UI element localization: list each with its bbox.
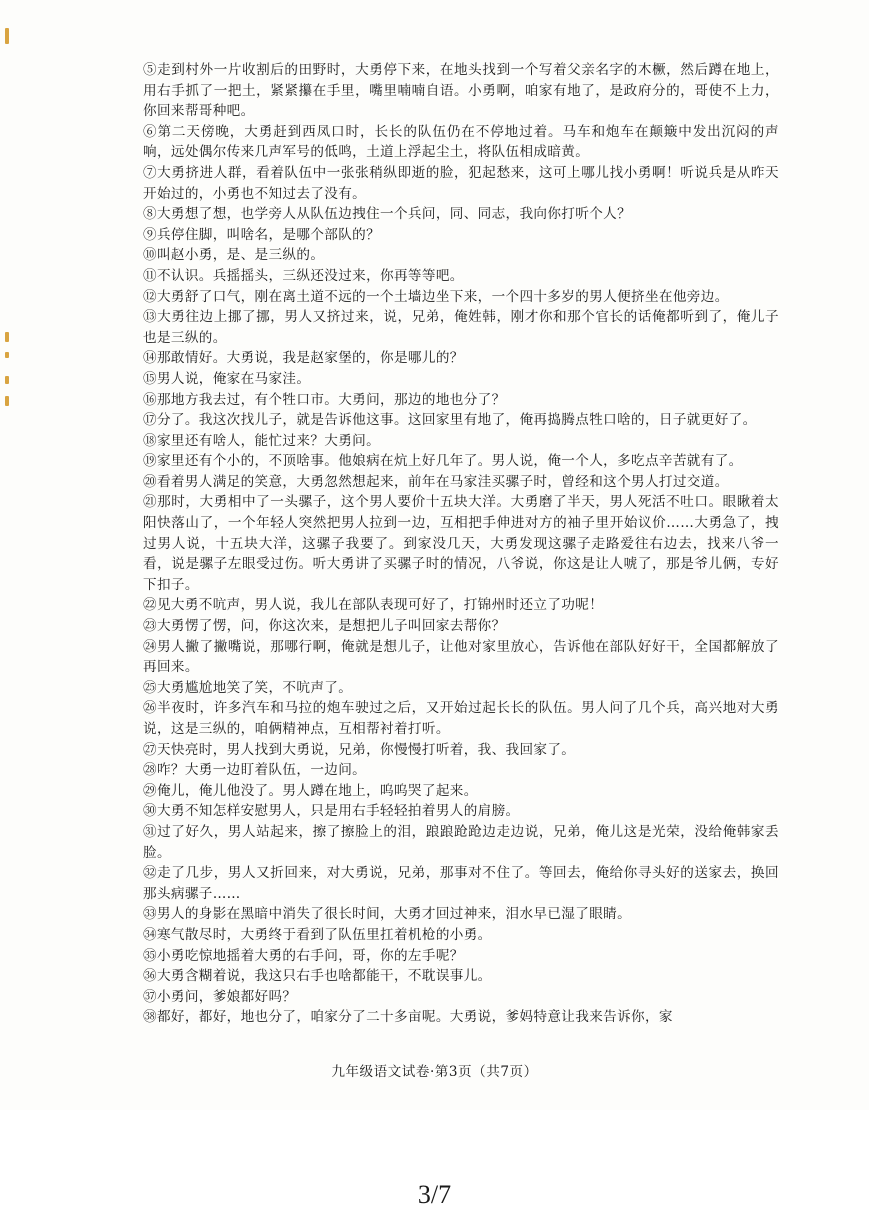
paragraph-36: ㊱大勇含糊着说，我这只右手也啥都能干，不耽误事儿。 [143, 968, 492, 985]
paragraph-22: ㉒见大勇不吭声，男人说，我儿在部队表现可好了，打锦州时还立了功呢！ [143, 597, 604, 614]
paragraph-11: ⑪不认识。兵摇摇头，三纵还没过来，你再等等吧。 [143, 267, 464, 284]
page-number: 3/7 [417, 1180, 452, 1209]
paragraph-17: ⑰分了。我这次找儿子，就是告诉他这事。这回家里有地了，俺再捣腾点牲口啥的，日子就更好了。 [143, 412, 757, 429]
paragraph-29: ㉙俺儿，俺儿他没了。男人蹲在地上，呜呜哭了起来。 [143, 782, 478, 799]
paragraph-34: ㉞寒气散尽时，大勇终于看到了队伍里扛着机枪的小勇。 [143, 926, 492, 943]
paragraph-35: ㉟小勇吃惊地摇着大勇的右手问，哥，你的左手呢？ [143, 947, 464, 964]
paragraph-5: ⑤走到村外一片收割后的田野时，大勇停下来，在地头找到一个写着父亲名字的木橛，然后蹲在地上，用右手抓了一把土，紧紧攥在手里，嘴里喃喃自语。小勇啊，咱家有地了，是政府分的，哥使不上力，你回来帮哥种吧。 [143, 62, 779, 120]
paragraph-24: ㉔男人撇了撇嘴说，那哪行啊，俺就是想儿子，让他对家里放心，告诉他在部队好好干，全国都解放了再回来。 [143, 638, 779, 676]
paragraph-37: ㊲小勇问，爹娘都好吗？ [143, 988, 297, 1005]
paragraph-20: ⑳看着男人满足的笑意，大勇忽然想起来，前年在马家洼买骡子时，曾经和这个男人打过交道。 [143, 473, 729, 490]
paragraph-8: ⑧大勇想了想，也学旁人从队伍边拽住一个兵问，同、同志，我向你打听个人？ [143, 206, 632, 223]
paragraph-32: ㉜走了几步，男人又折回来，对大勇说，兄弟，那事对不住了。等回去，俺给你寻头好的送家去，换回那头病骡子…… [143, 865, 779, 902]
paragraph-21: ㉑那时，大勇相中了一头骡子，这个男人要价十五块大洋。大勇磨了半天，男人死活不吐口。眼瞅着太阳快落山了，一个年轻人突然把男人拉到一边，互相把手伸进对方的袖子里开始议价……大勇急了，拽过男人说，十五块大洋，这骡子我要了。到家没几天，大勇发现这骡子走路爱往右边去，找来八爷一看，说是骡子左眼受过伤。听大勇讲了买骡子时的情况，八爷说，你这是让人唬了，那是爷儿俩，专好下扣子。 [143, 494, 779, 593]
paragraph-30: ㉚大勇不知怎样安慰男人，只是用右手轻轻拍着男人的肩膀。 [143, 803, 520, 820]
paragraph-31: ㉛过了好久，男人站起来，擦了擦脸上的泪，踉踉跄跄边走边说，兄弟，俺儿这是光荣，没给俺韩家丢脸。 [143, 823, 779, 861]
paragraph-15: ⑮男人说，俺家在马家洼。 [143, 370, 311, 387]
paragraph-7: ⑦大勇挤进人群，看着队伍中一张张稍纵即逝的脸，犯起愁来，这可上哪儿找小勇啊！听说兵是从昨天开始过的，小勇也不知过去了没有。 [143, 164, 779, 202]
paragraph-28: ㉘咋？大勇一边盯着队伍，一边问。 [143, 762, 367, 779]
paragraph-26: ㉖半夜时，许多汽车和马拉的炮车驶过之后，又开始过起长长的队伍。男人问了几个兵，高兴地对大勇说，这是三纵的，咱俩精神点，互相帮衬着打听。 [143, 700, 779, 737]
page-footer: 九年级语文试卷·第3页（共7页） [331, 1064, 538, 1080]
binding-margin-marks [2, 0, 16, 1110]
paragraph-10: ⑩叫赵小勇，是、是三纵的。 [143, 247, 325, 264]
paragraph-19: ⑲家里还有个小的，不顶啥事。他娘病在炕上好几年了。男人说，俺一个人，多吃点辛苦就有了。 [143, 453, 743, 470]
reading-passage [143, 60, 779, 1028]
paragraph-6: ⑥第二天傍晚，大勇赶到西凤口时，长长的队伍仍在不停地过着。马车和炮车在颠簸中发出沉闷的声响，远处偶尔传来几声军号的低鸣，土道上浮起尘土，将队伍相成暗黄。 [143, 123, 779, 161]
paragraph-16: ⑯那地方我去过，有个牲口市。大勇问，那边的地也分了？ [143, 391, 506, 408]
paragraph-27: ㉗天快亮时，男人找到大勇说，兄弟，你慢慢打听着，我、我回家了。 [143, 741, 576, 758]
paragraph-38: ㊳都好，都好，地也分了，咱家分了二十多亩呢。大勇说，爹妈特意让我来告诉你，家 [143, 1009, 673, 1026]
paragraph-14: ⑭那敢情好。大勇说，我是赵家堡的，你是哪儿的？ [143, 350, 464, 367]
paragraph-13: ⑬大勇往边上挪了挪，男人又挤过来，说，兄弟，俺姓韩，刚才你和那个官长的话俺都听到了，俺儿子也是三纵的。 [143, 309, 779, 346]
paragraph-23: ㉓大勇愣了愣，问，你这次来，是想把儿子叫回家去帮你？ [143, 618, 506, 635]
paragraph-9: ⑨兵停住脚，叫啥名，是哪个部队的？ [143, 226, 381, 243]
paragraph-18: ⑱家里还有啥人，能忙过来？大勇问。 [143, 432, 381, 449]
paragraph-12: ⑫大勇舒了口气，刚在离土道不远的一个土墙边坐下来，一个四十多岁的男人便挤坐在他旁边。 [143, 288, 729, 305]
paragraph-33: ㉝男人的身影在黑暗中消失了很长时间，大勇才回过神来，泪水早已湿了眼睛。 [143, 906, 632, 923]
paragraph-25: ㉕大勇尴尬地笑了笑，不吭声了。 [143, 679, 353, 696]
